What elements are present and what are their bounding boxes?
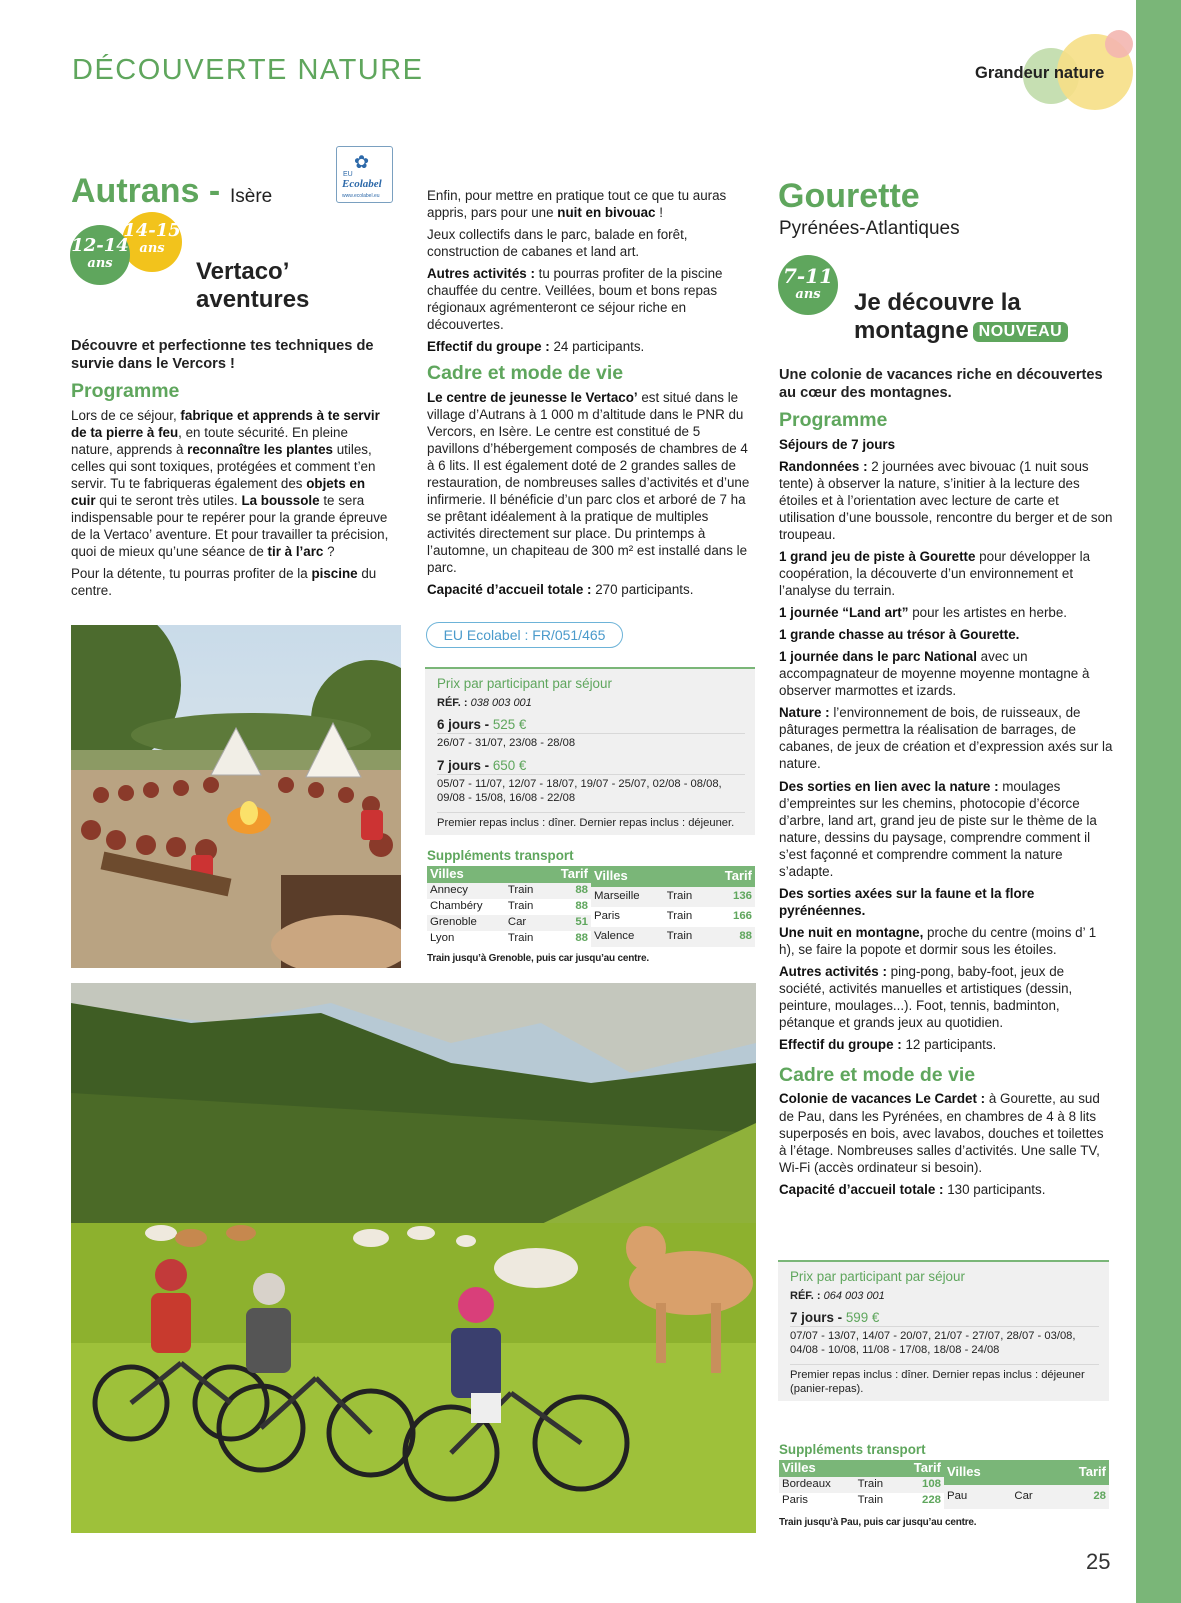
programme-paragraph: Jeux collectifs dans le parc, balade en forêt, construction de cabanes et land art. <box>427 227 688 260</box>
place-region: Pyrénées-Atlantiques <box>779 218 960 239</box>
transport-table-right: Villes Tarif Pau Car 28 <box>944 1460 1109 1509</box>
programme-paragraph: 1 journée dans le parc National avec un accompagnateur de moyenne moyenne montagne à observer marmottes et izards. <box>779 649 1090 699</box>
price-option: 7 jours - 599 € <box>790 1309 880 1325</box>
price-ref: RÉF. : 064 003 001 <box>790 1290 885 1303</box>
autrans-middle-column <box>427 187 754 603</box>
programme-paragraph: 1 journée “Land art” pour les artistes en herbe. <box>779 605 1068 621</box>
ecolabel-name: Ecolabel <box>342 178 382 190</box>
grandeur-nature-badge <box>965 30 1135 110</box>
age-badge-14-15 <box>122 212 182 272</box>
transport-row: Lyon Train 88 <box>430 932 588 945</box>
badge-label: Grandeur nature <box>975 64 1105 82</box>
cadre-paragraph: Le centre de jeunesse le Vertaco’ est situé dans le village d’Autrans à 1 000 m d’altitude dans le PNR du Vercors, en Isère. Le centre est constitué de 5 pavillons d’hébergement composés de chambres de 4 à 6 lits. Il est également doté de 2 grandes salles de restauration, de nombreuses salles d’activités et d’une infirmerie. Il bénéficie d’un parc clos et arboré de 7 ha se prêtant idéalement à la pratique de multiples activités directement sur place. Du printemps à l’automne, un chapiteau de 300 m² est installé dans le parc. <box>427 389 750 576</box>
gourette-lead: Une colonie de vacances riche en découvertes au cœur des montagnes. <box>779 367 1103 402</box>
programme-paragraph: Des sorties en lien avec la nature : moulages d’empreintes sur les chemins, photocopie d’écorce d’arbre, land art, grand jeu de piste sur le thème de la nature, dessins du paysage, comprendre comment il s’est façonné et comprendre comment la nature s’adapte. <box>779 778 1097 879</box>
age-range: 7-11 <box>782 264 834 288</box>
autrans-transport <box>427 847 755 965</box>
price-meals: Premier repas inclus : dîner. Dernier repas inclus : déjeuner (panier-repas). <box>790 1364 1099 1396</box>
transport-row: Grenoble Car 51 <box>427 915 591 931</box>
programme-paragraph: Effectif du groupe : 24 participants. <box>427 339 645 355</box>
price-option: 6 jours - 525 € <box>437 716 527 732</box>
transport-heading: Suppléments transport <box>427 848 574 863</box>
ecolabel-eu: EU <box>343 171 353 178</box>
ecolabel-license-pill: EU Ecolabel : FR/051/465 <box>426 622 623 648</box>
transport-row: Paris Train 166 <box>594 910 752 923</box>
price-header: Prix par participant par séjour <box>790 1269 965 1284</box>
cadre-paragraph: Capacité d’accueil totale : 270 participants. <box>427 582 694 598</box>
place-name: Gourette <box>778 177 920 215</box>
autrans-heading <box>71 170 272 213</box>
transport-row: Chambéry Train 88 <box>430 900 588 913</box>
programme-paragraph: 1 grande chasse au trésor à Gourette. <box>779 627 1020 643</box>
autrans-price-box <box>425 667 755 835</box>
age-range: 12-14 <box>71 235 129 256</box>
price-dates: 26/07 - 31/07, 23/08 - 28/08 <box>437 733 745 750</box>
programme-heading: Programme <box>779 409 888 432</box>
price-meals: Premier repas inclus : dîner. Dernier repas inclus : déjeuner. <box>437 812 745 830</box>
stay-title-line-2: montagne <box>854 317 969 345</box>
autrans-lead: Découvre et perfectionne tes techniques de survie dans le Vercors ! <box>71 338 374 373</box>
age-badge-12-14 <box>70 225 130 285</box>
programme-paragraph: Une nuit en montagne, proche du centre (moins d’ 1 h), se faire la popote et dormir sous les étoiles. <box>779 924 1097 957</box>
section-title: DÉCOUVERTE NATURE <box>72 54 424 86</box>
place-region: Isère <box>229 186 273 207</box>
ecolabel-flower-icon: ✿ <box>354 152 370 172</box>
price-ref: RÉF. : 038 003 001 <box>437 697 532 710</box>
price-dates: 05/07 - 11/07, 12/07 - 18/07, 19/07 - 25/07, 02/08 - 08/08, 09/08 - 15/08, 16/08 - 22/08 <box>437 774 745 805</box>
transport-table-left: Villes Tarif Annecy Train 88 Chambéry Train 88 Grenoble Car 51 Lyon Train 88 <box>427 866 591 947</box>
price-dates: 07/07 - 13/07, 14/07 - 20/07, 21/07 - 27/07, 28/07 - 03/08, 04/08 - 10/08, 11/08 - 17/08, 18/08 - 24/08 <box>790 1326 1099 1357</box>
programme-paragraph: Randonnées : 2 journées avec bivouac (1 nuit sous tente) à observer la nature, s’initier à la lecture des étoiles et à l’orientation avec lecture de carte et utilisation d’une boussole, rencontre du berger et de son troupeau. <box>779 459 1113 543</box>
age-unit: ans <box>795 287 821 302</box>
programme-paragraph: Pour la détente, tu pourras profiter de la piscine du centre. <box>71 566 377 599</box>
gourette-price-box <box>778 1260 1109 1401</box>
mountain-bike-photo <box>71 983 756 1533</box>
cadre-heading: Cadre et mode de vie <box>427 362 624 385</box>
campfire-photo <box>71 625 401 968</box>
cadre-paragraph: Colonie de vacances Le Cardet : à Gourette, au sud de Pau, dans les Pyrénées, en chambres de 4 à 8 lits superposés en bois, avec lavabos, douches et toilettes à l’étage. Nombreuses salles d’activités. Une salle TV, Wi-Fi (accès ordinateur si besoin). <box>779 1091 1104 1175</box>
stay-title-line-1: Je découvre la <box>854 289 1021 316</box>
autrans-left-column <box>71 337 391 604</box>
gourette-transport <box>779 1441 1109 1529</box>
transport-row: Marseille Train 136 <box>591 887 755 907</box>
transport-row: Bordeaux Train 108 <box>779 1477 944 1493</box>
price-option: 7 jours - 650 € <box>437 758 527 773</box>
ecolabel-url: www.ecolabel.eu <box>342 193 380 199</box>
age-unit: ans <box>139 241 165 256</box>
programme-paragraphs <box>779 436 1113 1053</box>
stay-title-line-2: aventures <box>196 286 310 314</box>
right-edge-bar <box>1136 0 1181 1603</box>
age-range: 14-15 <box>123 220 181 241</box>
programme-paragraph: Lors de ce séjour, fabrique et apprends à te servir de ta pierre à feu, en toute sécurité. En pleine nature, apprends à reconnaître les plantes utiles, celles qui sont toxiques, protégées et comment t’en servir. Tu te fabriqueras également des objets en cuir qui te seront très utiles. La boussole te sera indispensable pour te repérer pour la grande épreuve de la Vertaco’ aventure. Et pour travailler ta précision, quoi de mieux qu’une séance de tir à l’arc ? <box>71 408 389 560</box>
price-header: Prix par participant par séjour <box>437 676 612 691</box>
transport-note: Train jusqu’à Grenoble, puis car jusqu’au centre. <box>427 952 649 964</box>
stay-title-line-1: Vertaco’ <box>196 258 290 285</box>
age-unit: ans <box>87 256 113 271</box>
transport-note: Train jusqu’à Pau, puis car jusqu’au centre. <box>779 1516 977 1528</box>
programme-paragraph: Enfin, pour mettre en pratique tout ce que tu auras appris, pars pour une nuit en bivouac ! <box>427 188 727 221</box>
transport-row: Paris Train 228 <box>782 1494 941 1507</box>
new-badge: NOUVEAU <box>973 322 1069 343</box>
programme-paragraph: Séjours de 7 jours <box>779 437 896 453</box>
transport-table-right: Villes Tarif Marseille Train 136 Paris Train 166 Valence Train 88 <box>591 866 755 947</box>
programme-paragraph: Nature : l’environnement de bois, de ruisseaux, de pâturages permettra la réalisation de barrages, de cabanes, de jeux de création et d’expression axés sur la nature. <box>779 705 1113 772</box>
transport-heading: Suppléments transport <box>779 1442 926 1457</box>
stay-title <box>854 289 1068 346</box>
transport-row: Valence Train 88 <box>591 927 755 947</box>
cadre-paragraph: Capacité d’accueil totale : 130 participants. <box>779 1181 1046 1197</box>
stay-title <box>196 258 309 315</box>
cadre-heading: Cadre et mode de vie <box>779 1063 976 1086</box>
programme-paragraph: Effectif du groupe : 12 participants. <box>779 1036 997 1052</box>
page-number: 25 <box>1086 1549 1111 1574</box>
programme-paragraph: 1 grand jeu de piste à Gourette pour développer la coopération, la découverte d’un environnement et l’analyse du terrain. <box>779 549 1091 599</box>
programme-heading: Programme <box>71 380 180 403</box>
age-badge-7-11 <box>778 255 838 315</box>
transport-row: Pau Car 28 <box>944 1485 1109 1509</box>
transport-table-left: Villes Tarif Bordeaux Train 108 Paris Train 228 <box>779 1460 944 1509</box>
programme-paragraph: Autres activités : tu pourras profiter de la piscine chauffée du centre. Veillées, boum et bons repas régionaux agrémenteront ce séjour riche en découvertes. <box>427 266 723 333</box>
transport-row: Annecy Train 88 <box>427 883 591 899</box>
programme-paragraph: Des sorties axées sur la faune et la flore pyrénéennes. <box>779 885 1035 918</box>
place-name: Autrans - <box>71 172 221 210</box>
eu-ecolabel-logo <box>336 146 393 203</box>
programme-paragraph: Autres activités : ping-pong, baby-foot, jeux de société, activités manuelles et artistiques (dessin, peinture, moulages...). Foot, tennis, badminton, pétanque et grands jeux au quotidien. <box>779 963 1073 1030</box>
gourette-column <box>779 366 1113 1203</box>
